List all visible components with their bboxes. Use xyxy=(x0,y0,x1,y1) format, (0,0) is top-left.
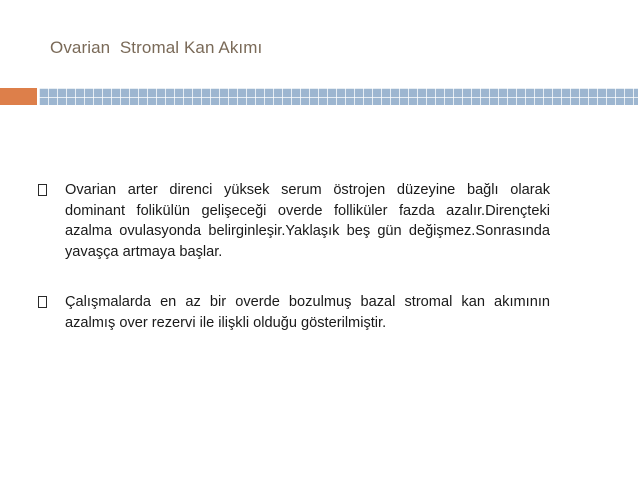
slide-title: Ovarian Stromal Kan Akımı xyxy=(50,38,263,57)
header-grid-band xyxy=(39,88,638,105)
bullet-text: Ovarian arter direnci yüksek serum östrojen düzeyine bağlı olarak dominant folikülün gelişeceği overde folliküler fazda azalır.Dirençteki azalma ovulasyonda belirginleşir.Yaklaşık beş gün değişmez.Sonrasında yavaşça artmaya başlar. xyxy=(65,182,550,260)
bullet-item xyxy=(38,180,550,262)
bullet-text: Çalışmalarda en az bir overde bozulmuş bazal stromal kan akımının azalmış over rezervi ile ilişkli olduğu gösterilmiştir. xyxy=(65,294,550,331)
square-bullet-icon xyxy=(38,296,47,308)
bullet-list xyxy=(38,180,550,333)
square-bullet-icon xyxy=(38,184,47,196)
header-accent-block xyxy=(0,88,37,105)
bullet-item xyxy=(38,292,550,333)
